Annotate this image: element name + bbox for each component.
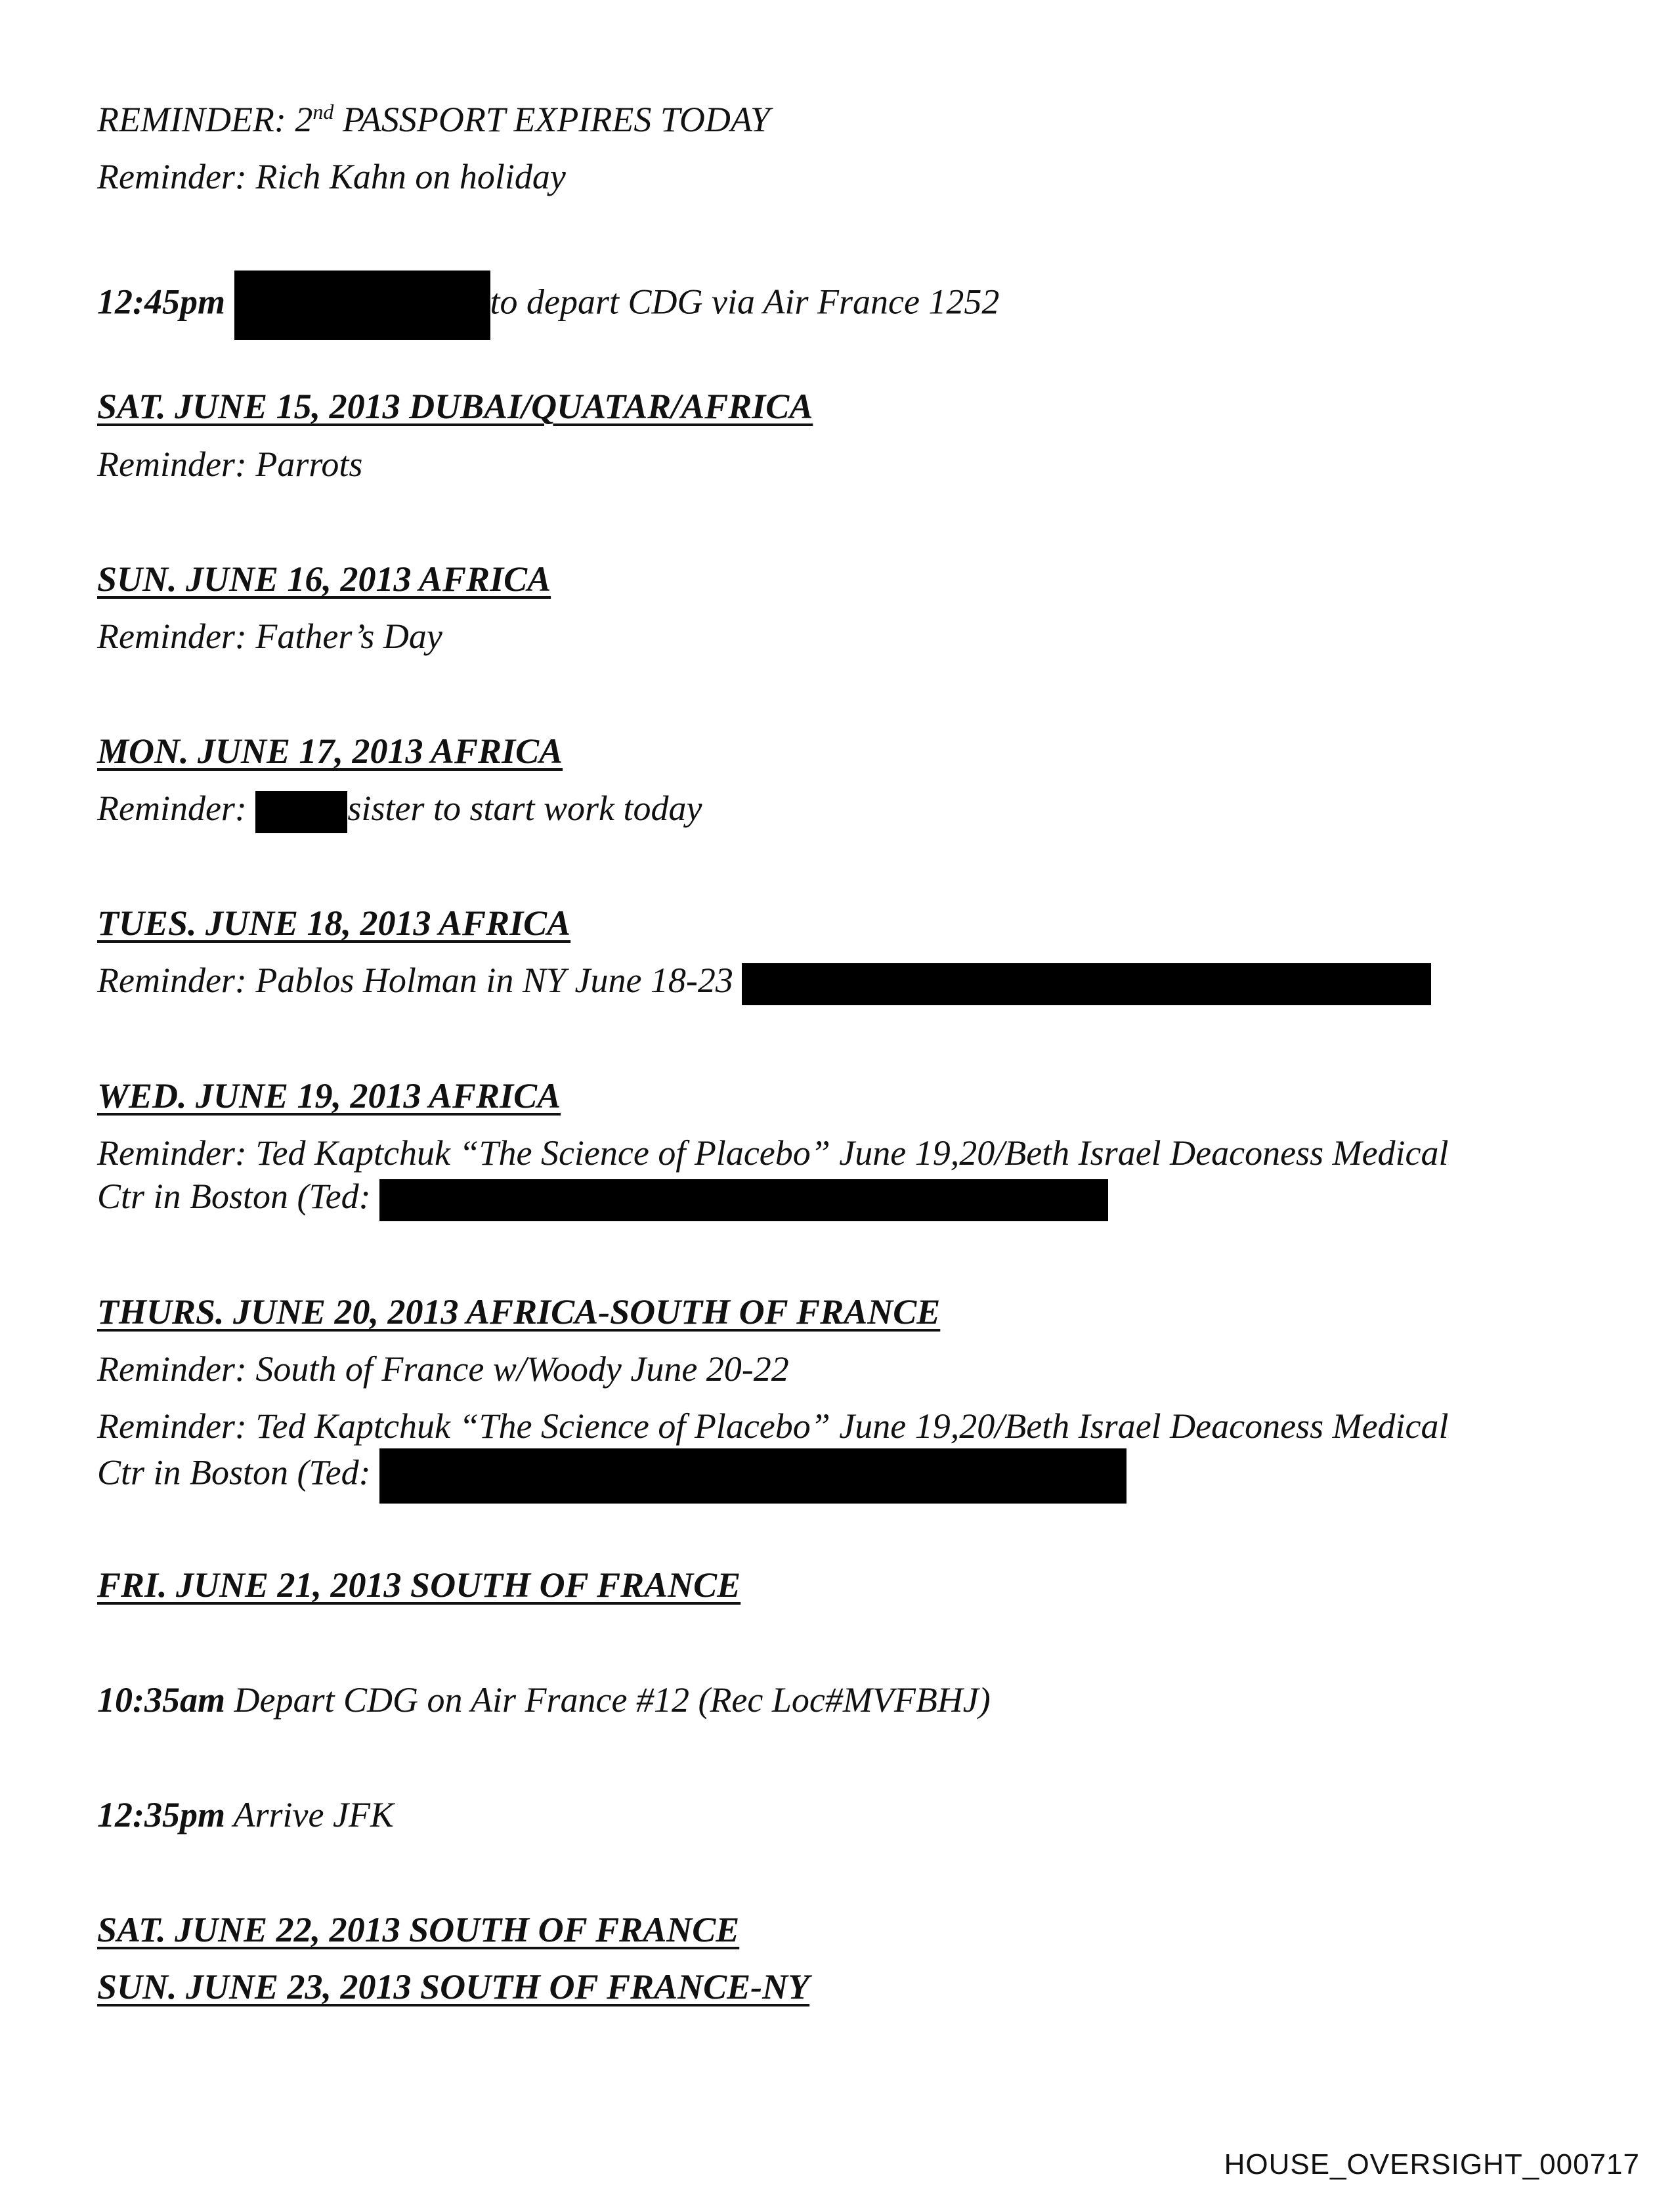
- thurs-20-reminder-line1: Reminder: Ted Kaptchuk “The Science of Placebo” June 19,20/Beth Israel Deaconess Medical: [97, 1406, 1449, 1446]
- fri-21-depart-time: 10:35am: [97, 1680, 225, 1720]
- wed-19-reminder-line2: [97, 1175, 1108, 1221]
- passport-reminder-prefix: REMINDER: 2: [97, 100, 313, 139]
- mon-17-header: MON. JUNE 17, 2013 AFRICA: [97, 731, 563, 771]
- redaction-block: [379, 1448, 1127, 1504]
- passport-reminder-sup: nd: [312, 100, 334, 123]
- redaction-block: [234, 271, 490, 340]
- sun-16-header: SUN. JUNE 16, 2013 AFRICA: [97, 559, 551, 599]
- fri-21-arrive-text: Arrive JFK: [225, 1795, 394, 1834]
- sat-15-reminder: Reminder: Parrots: [97, 445, 363, 484]
- fri-21-depart: [97, 1679, 991, 1721]
- redaction-block: [742, 963, 1431, 1005]
- sun-23-header: SUN. JUNE 23, 2013 SOUTH OF FRANCE-NY: [97, 1967, 810, 2006]
- passport-reminder-suffix: PASSPORT EXPIRES TODAY: [333, 100, 770, 139]
- fri-21-arrive: [97, 1794, 394, 1836]
- flight-1245-time: 12:45pm: [97, 282, 225, 322]
- flight-1245-line: [97, 271, 999, 340]
- passport-reminder: [97, 98, 770, 141]
- wed-19-reminder-line1: Reminder: Ted Kaptchuk “The Science of Placebo” June 19,20/Beth Israel Deaconess Medical: [97, 1133, 1449, 1173]
- wed-19-reminder-line2-text: Ctr in Boston (Ted:: [97, 1177, 371, 1216]
- thurs-20-header: THURS. JUNE 20, 2013 AFRICA-SOUTH OF FRANCE: [97, 1292, 941, 1332]
- mon-17-reminder-suffix: sister to start work today: [347, 789, 702, 828]
- redaction-block: [379, 1179, 1108, 1221]
- thurs-20-reminder-woody: Reminder: South of France w/Woody June 20-22: [97, 1349, 789, 1389]
- mon-17-reminder-prefix: Reminder:: [97, 789, 247, 828]
- thurs-20-reminder-line2-text: Ctr in Boston (Ted:: [97, 1452, 371, 1492]
- fri-21-arrive-time: 12:35pm: [97, 1795, 225, 1834]
- flight-1245-text: to depart CDG via Air France 1252: [490, 282, 1000, 322]
- sun-16-reminder: Reminder: Father’s Day: [97, 617, 442, 656]
- mon-17-reminder: [97, 787, 702, 833]
- tues-18-reminder-text: Reminder: Pablos Holman in NY June 18-23: [97, 961, 733, 1000]
- wed-19-header: WED. JUNE 19, 2013 AFRICA: [97, 1076, 561, 1116]
- kahn-reminder: Reminder: Rich Kahn on holiday: [97, 157, 566, 196]
- sat-22-header: SAT. JUNE 22, 2013 SOUTH OF FRANCE: [97, 1910, 740, 1949]
- sat-15-header: SAT. JUNE 15, 2013 DUBAI/QUATAR/AFRICA: [97, 387, 813, 426]
- tues-18-reminder: [97, 959, 1431, 1005]
- fri-21-header: FRI. JUNE 21, 2013 SOUTH OF FRANCE: [97, 1565, 741, 1605]
- fri-21-depart-text: Depart CDG on Air France #12 (Rec Loc#MVFBHJ): [225, 1680, 991, 1720]
- redaction-block: [255, 791, 347, 833]
- tues-18-header: TUES. JUNE 18, 2013 AFRICA: [97, 903, 571, 943]
- bates-footer: HOUSE_OVERSIGHT_000717: [1224, 2148, 1640, 2180]
- thurs-20-reminder-line2: [97, 1448, 1127, 1504]
